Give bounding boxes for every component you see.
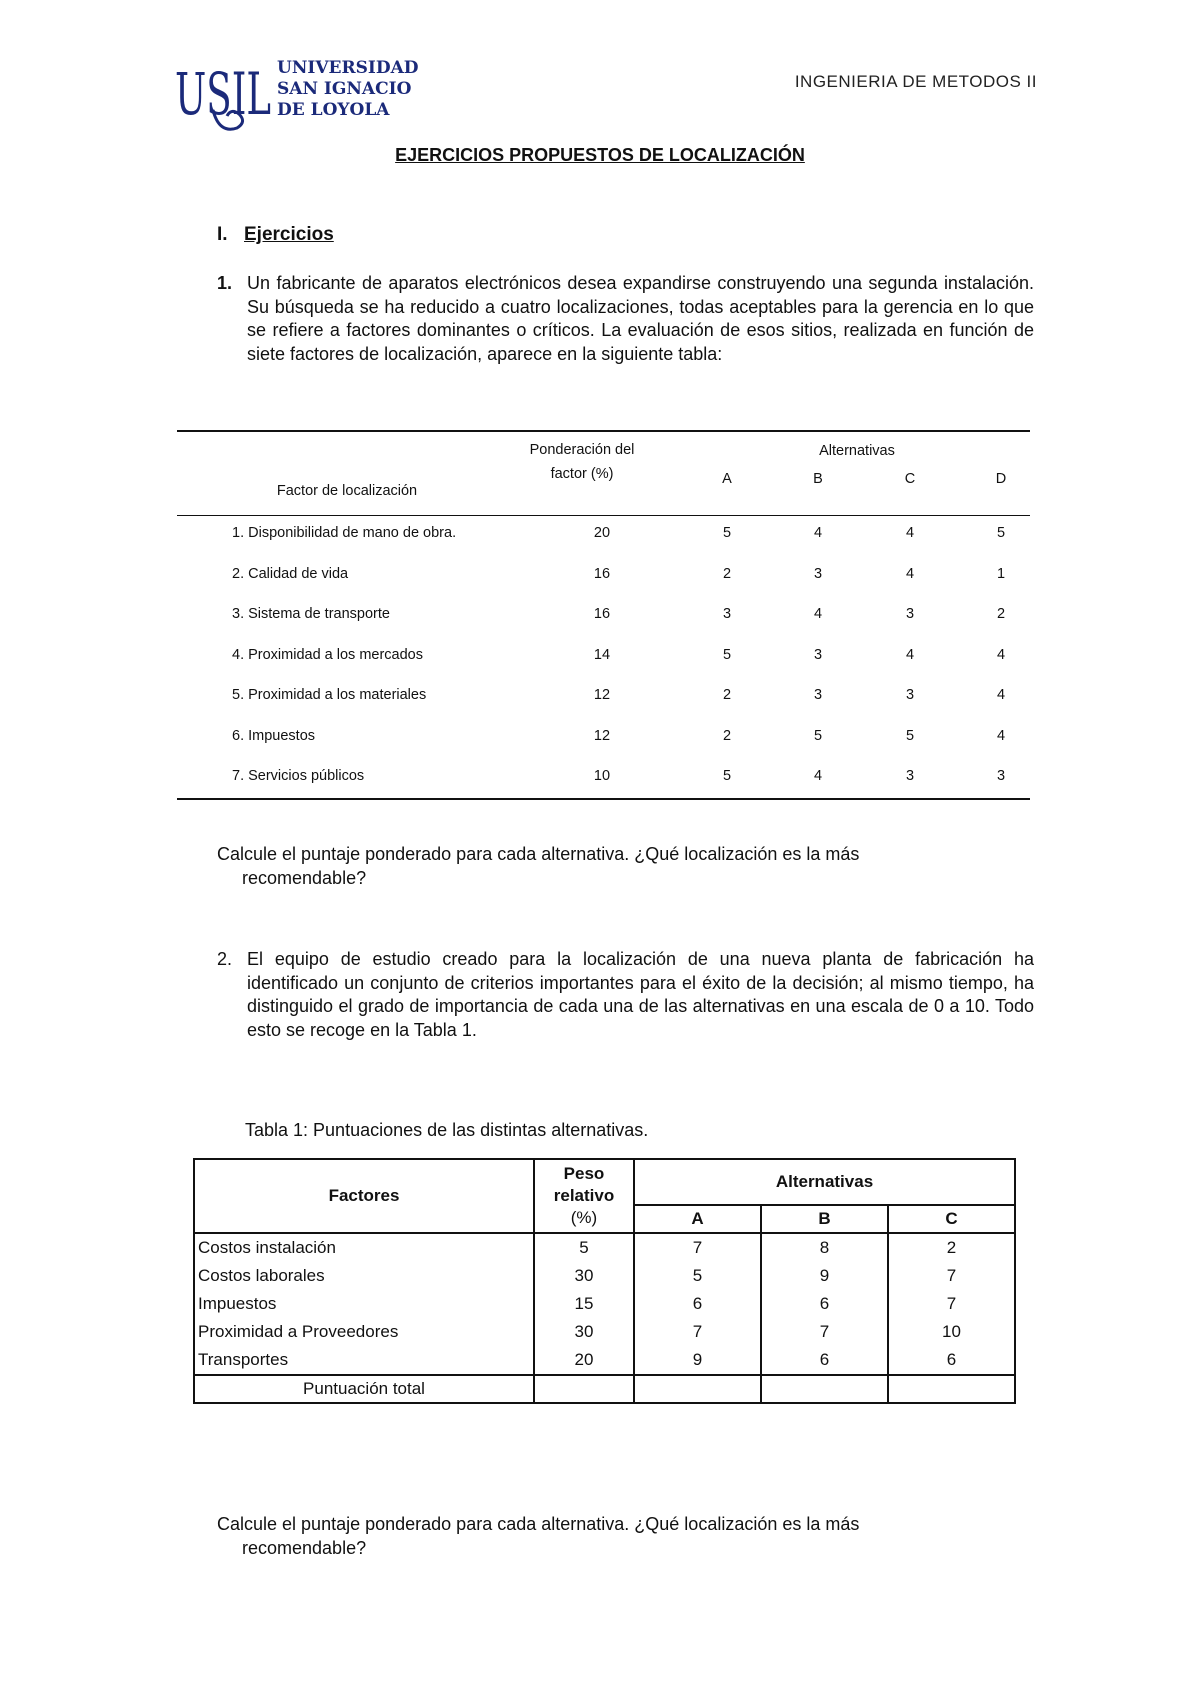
page-title: EJERCICIOS PROPUESTOS DE LOCALIZACIÓN [395,145,805,165]
header-alt-c: C [888,1205,1015,1233]
row-weight: 12 [593,687,611,703]
row-a: 5 [722,768,732,784]
university-line: UNIVERSIDAD [277,58,419,78]
row-b: 7 [761,1318,888,1346]
header-alt-b: B [813,471,823,487]
row-b: 4 [813,768,823,784]
header-factors: Factores [194,1159,534,1233]
total-c-cell[interactable] [888,1375,1015,1403]
row-a: 7 [634,1233,761,1262]
row-factor: 5. Proximidad a los materiales [232,687,427,703]
row-a: 5 [634,1262,761,1290]
row-c: 3 [905,768,915,784]
table-top-rule [177,430,1030,432]
row-weight: 15 [534,1290,634,1318]
row-weight: 16 [593,566,611,582]
row-a: 9 [634,1346,761,1375]
row-c: 5 [905,728,915,744]
row-a: 2 [722,687,732,703]
section-label: Ejercicios [244,224,334,245]
row-b: 4 [813,525,823,541]
table-row [194,1318,1015,1346]
row-factor: Costos laborales [194,1262,534,1290]
exercise-number: 1. [217,273,233,293]
row-weight: 20 [534,1346,634,1375]
row-factor: Transportes [194,1346,534,1375]
row-factor: 3. Sistema de transporte [232,606,390,622]
row-a: 7 [634,1318,761,1346]
row-b: 3 [813,647,823,663]
row-c: 7 [888,1290,1015,1318]
question-line: recomendable? [242,867,367,888]
row-d: 2 [996,606,1006,622]
exercise-text: El equipo de estudio creado para la localización de una nueva planta de fabricación ha identificado un conjunto de criterios importantes para el éxito de la decisión; al mismo tiempo, ha distinguido el grado de importancia de cada una de las alternativas en una escala de 0 a 10. Todo esto se recoge en la Tabla 1. [247,949,1034,1040]
table-header-rule [177,515,1030,516]
row-c: 3 [905,687,915,703]
row-b: 6 [761,1346,888,1375]
row-weight: 5 [534,1233,634,1262]
university-line: DE LOYOLA [277,100,390,120]
row-a: 2 [722,728,732,744]
exercise-number: 2. [217,949,233,969]
row-c: 7 [888,1262,1015,1290]
table-row [194,1233,1015,1262]
row-weight: 12 [593,728,611,744]
total-b-cell[interactable] [761,1375,888,1403]
row-factor: 4. Proximidad a los mercados [232,647,423,663]
header-alt-a: A [722,471,732,487]
course-name: INGENIERIA DE METODOS II [794,72,1037,91]
exercise-text: Un fabricante de aparatos electrónicos desea expandirse construyendo una segunda instalación. Su búsqueda se ha reducido a cuatro localizaciones, todas aceptables para la gerencia en lo que se refiere a factores dominantes o críticos. La evaluación de esos sitios, realizada en función de siete factores de localización, aparece en la siguiente tabla: [247,273,1034,364]
row-weight: 30 [534,1318,634,1346]
table-row [194,1290,1015,1318]
row-c: 2 [888,1233,1015,1262]
row-factor: 1. Disponibilidad de mano de obra. [232,525,457,541]
row-b: 9 [761,1262,888,1290]
row-weight: 14 [593,647,611,663]
row-d: 4 [996,647,1006,663]
header-alt-b: B [761,1205,888,1233]
row-d: 4 [996,728,1006,744]
header-alt-c: C [904,471,916,487]
university-name [277,58,419,121]
row-b: 4 [813,606,823,622]
row-factor: Costos instalación [194,1233,534,1262]
total-row [194,1375,1015,1403]
row-b: 3 [813,687,823,703]
row-weight: 10 [593,768,611,784]
usil-logo-icon [175,52,275,138]
row-factor: 7. Servicios públicos [232,768,365,784]
row-c: 4 [905,647,915,663]
table-row [194,1262,1015,1290]
scores-table [193,1158,1016,1404]
row-b: 3 [813,566,823,582]
row-weight: 20 [593,525,611,541]
row-c: 6 [888,1346,1015,1375]
row-a: 5 [722,525,732,541]
row-factor: Proximidad a Proveedores [194,1318,534,1346]
header-factor: Factor de localización [276,483,418,499]
row-a: 6 [634,1290,761,1318]
question-line: Calcule el puntaje ponderado para cada alternativa. ¿Qué localización es la más [217,1514,860,1534]
row-c: 4 [905,525,915,541]
total-a-cell[interactable] [634,1375,761,1403]
row-d: 3 [996,768,1006,784]
row-factor: Impuestos [194,1290,534,1318]
exercise-1-question [217,843,977,890]
university-line: SAN IGNACIO [277,79,412,99]
row-weight: 16 [593,606,611,622]
exercise-2-paragraph [217,948,1034,1042]
header-weight: Ponderación del [529,442,635,458]
row-c: 4 [905,566,915,582]
exercise-2-question [217,1513,977,1560]
header-weight-2: factor (%) [550,466,614,482]
row-a: 5 [722,647,732,663]
header-weight: Peso relativo (%) [534,1159,634,1233]
row-d: 4 [996,687,1006,703]
row-c: 3 [905,606,915,622]
question-line: recomendable? [242,1537,367,1558]
row-c: 10 [888,1318,1015,1346]
section-heading [217,224,334,246]
header-alternatives: Alternativas [819,443,895,459]
row-d: 5 [996,525,1006,541]
header-alternatives: Alternativas [634,1159,1015,1205]
row-factor: 2. Calidad de vida [232,566,349,582]
table-caption: Tabla 1: Puntuaciones de las distintas alternativas. [245,1120,649,1140]
exercise-1-paragraph [217,272,1034,366]
header-alt-a: A [634,1205,761,1233]
row-weight: 30 [534,1262,634,1290]
question-line: Calcule el puntaje ponderado para cada alternativa. ¿Qué localización es la más [217,844,860,864]
row-factor: 6. Impuestos [232,728,316,744]
row-d: 1 [996,566,1006,582]
table-row [194,1346,1015,1375]
table-bottom-rule [177,798,1030,800]
row-a: 3 [722,606,732,622]
row-b: 8 [761,1233,888,1262]
total-label: Puntuación total [194,1375,534,1403]
section-number: I. [217,224,228,245]
row-b: 5 [813,728,823,744]
row-a: 2 [722,566,732,582]
header-alt-d: D [995,471,1007,487]
total-weight-cell[interactable] [534,1375,634,1403]
logo-mark: USIL [175,60,271,128]
row-b: 6 [761,1290,888,1318]
